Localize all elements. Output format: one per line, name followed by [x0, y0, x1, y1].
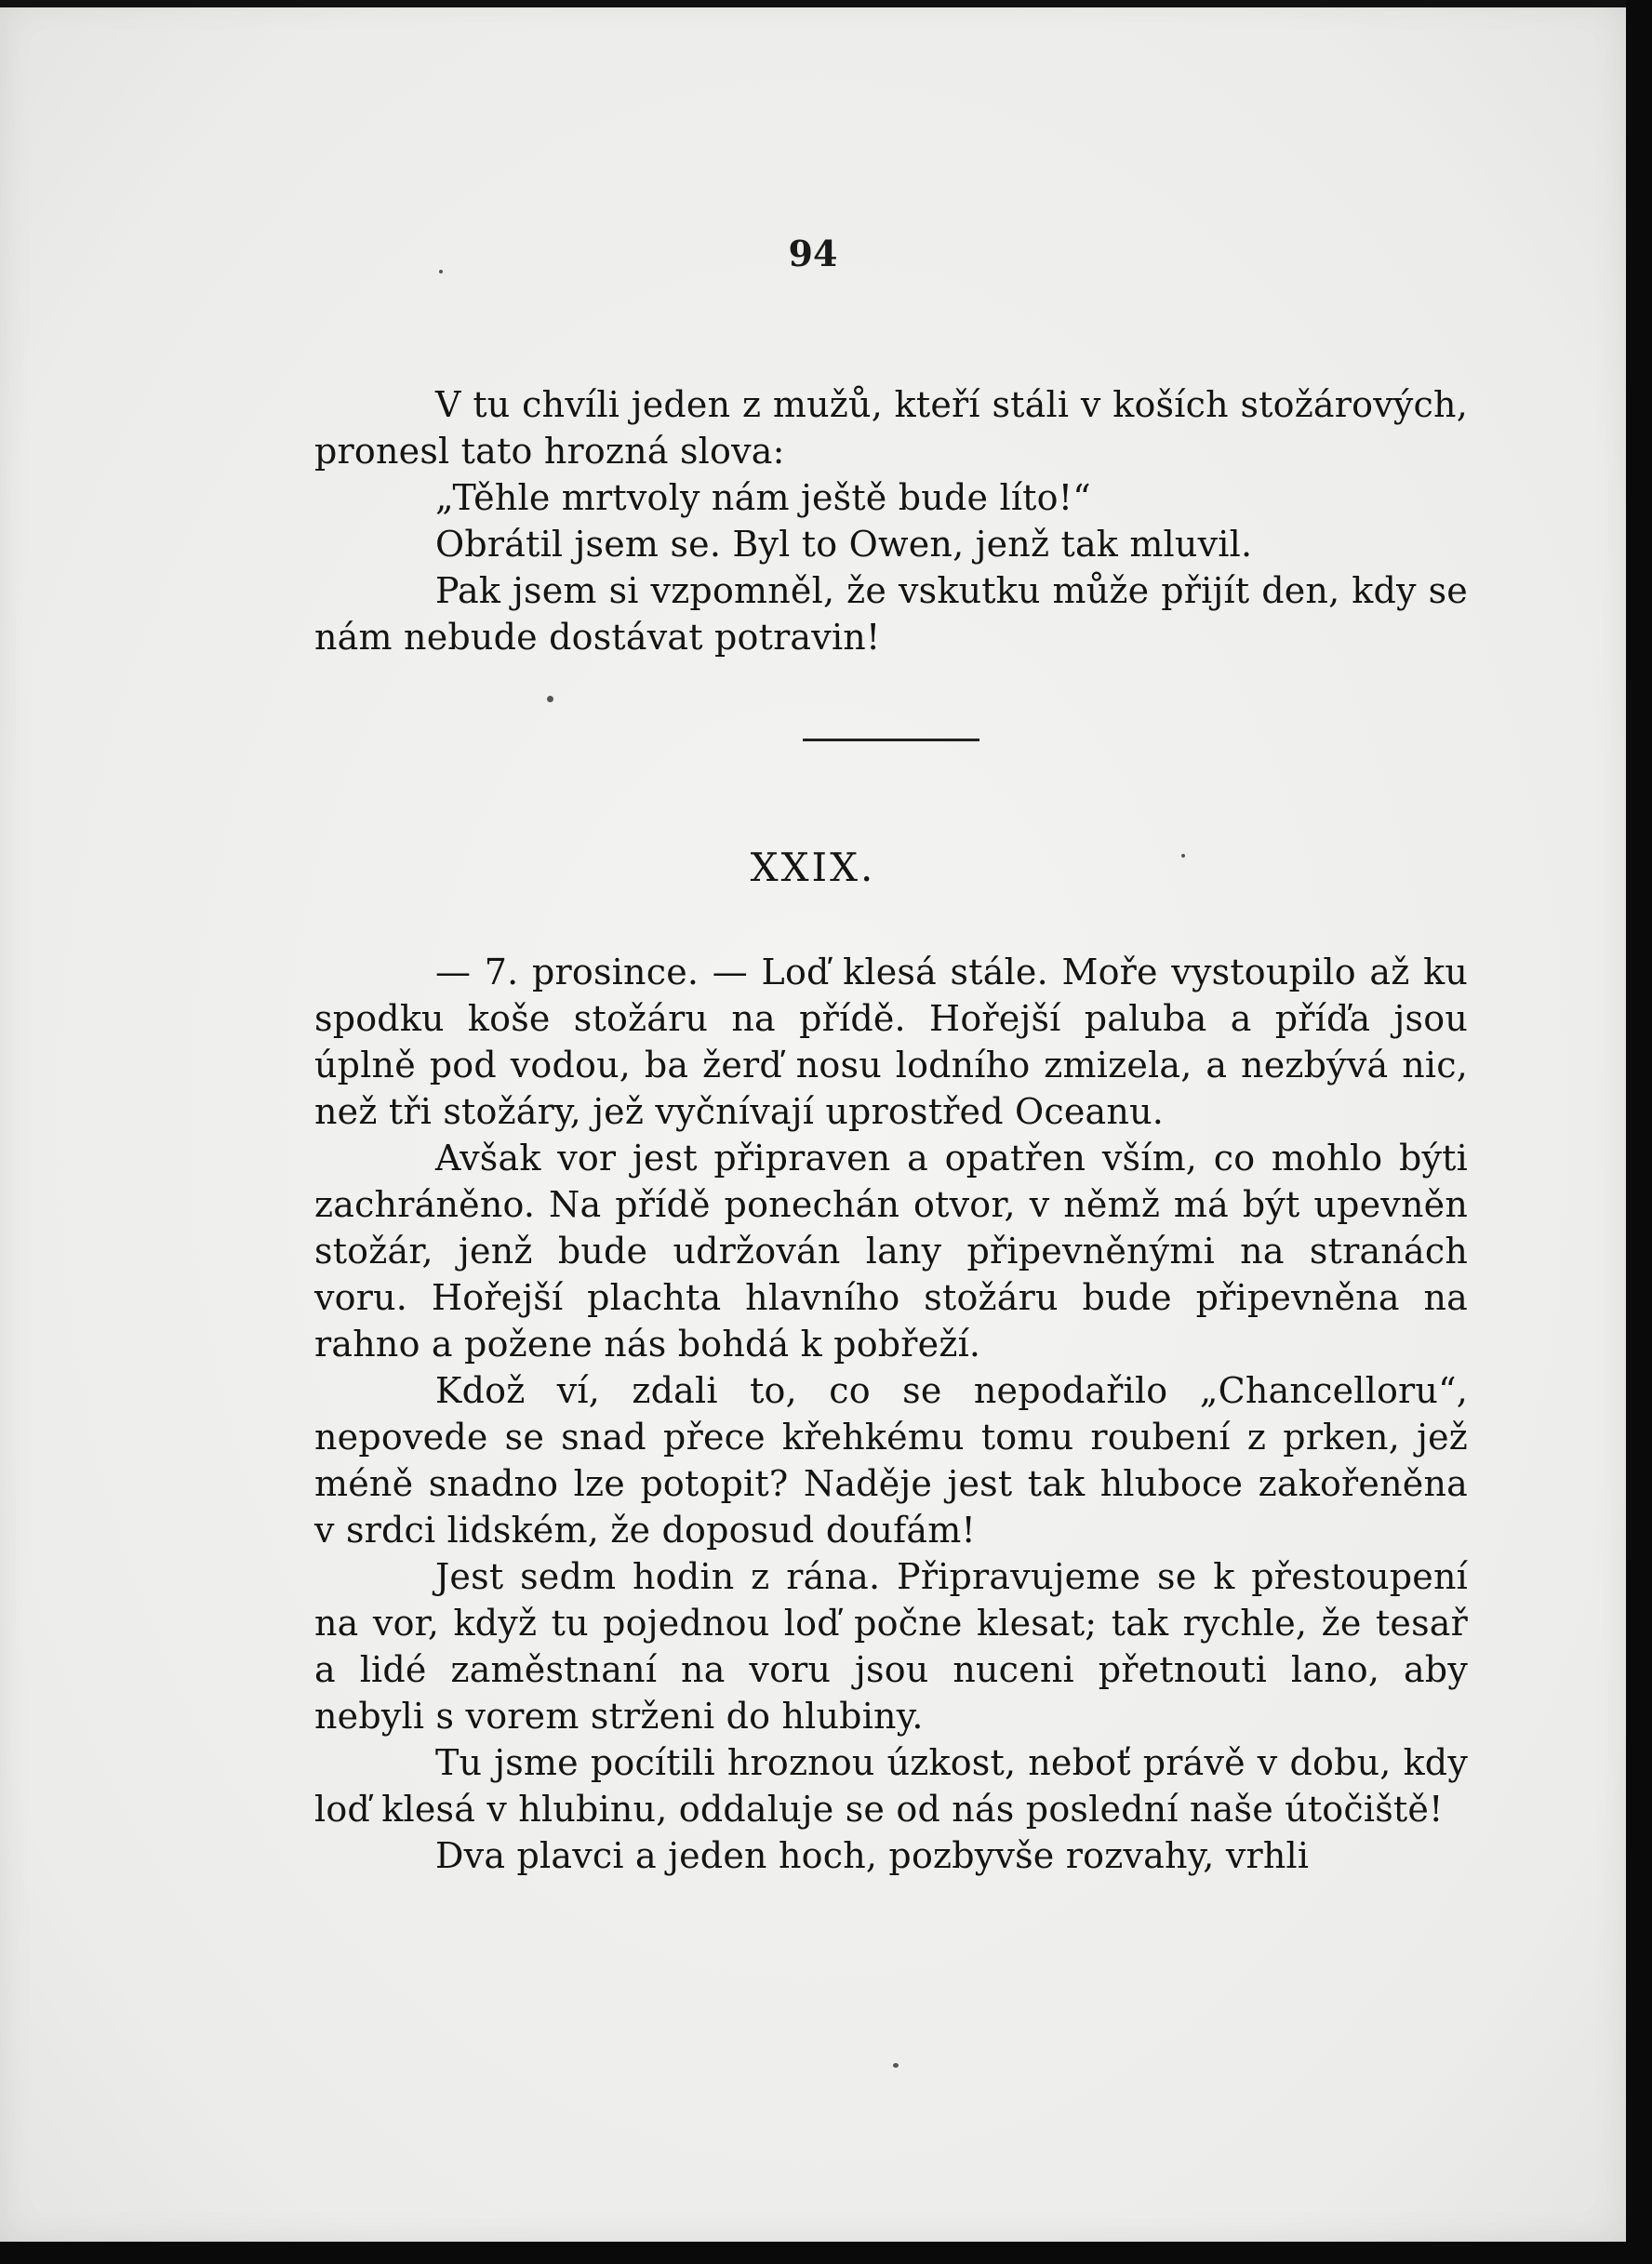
scan-edge-bottom [0, 2242, 1652, 2264]
paragraph: Tu jsme pocítili hroznou úzkost, neboť právě v dobu, kdy loď klesá v hlubinu, oddaluje se od nás poslední naše útočiště! [314, 1742, 1468, 1830]
paragraph: Kdož ví, zdali to, co se nepodařilo „Chancelloru“, nepovede se snad přece křehkému tomu roubení z prken, jež méně snadno lze potopit? Naděje jest tak hluboce zakořeněna v srdci lidském, že doposud doufám! [314, 1370, 1468, 1551]
section-separator [803, 739, 979, 741]
paragraph: — 7. prosince. — Loď klesá stále. Moře vystoupilo až ku spodku koše stožáru na přídě. Hořejší paluba a příďa jsou úplně pod vodou, ba žerď nosu lodního zmizela, a nezbývá nic, než tři stožáry, jež vyčnívají uprostřed Oceanu. [314, 952, 1468, 1132]
paper-speck [439, 270, 443, 273]
paragraph: Jest sedm hodin z rána. Připravujeme se k přestoupení na vor, když tu pojednou loď počne klesat; tak rychle, že tesař a lidé zaměstnaní na voru jsou nuceni přetnouti lano, aby nebyli s vorem strženi do hlubiny. [314, 1556, 1468, 1737]
paragraph: Avšak vor jest připraven a opatřen vším, co mohlo býti zachráněno. Na přídě ponechán otvor, v němž má být upevněn stožár, jenž bude udržován lany připevněnými na stranách voru. Hořejší plachta hlavního stožáru bude připevněna na rahno a požene nás bohdá k pobřeží. [314, 1138, 1468, 1365]
scan-edge-right [1626, 0, 1652, 2264]
paragraph: Pak jsem si vzpomněl, že vskutku může přijít den, kdy se nám nebude dostávat potravin! [314, 570, 1468, 658]
scan-edge-top [0, 0, 1652, 7]
paragraph: „Těhle mrtvoly nám ještě bude líto!“ [435, 477, 1091, 518]
paper-speck [547, 696, 553, 702]
chapter-text [314, 949, 1468, 1879]
paper-speck [893, 2063, 899, 2068]
paper-speck [1181, 854, 1185, 858]
page-number: 94 [788, 233, 838, 274]
paragraph: Dva plavci a jeden hoch, pozbyvše rozvahy, vrhli [435, 1835, 1310, 1876]
paragraph: Obrátil jsem se. Byl to Owen, jenž tak mluvil. [435, 524, 1253, 565]
section-before-text [314, 381, 1468, 660]
paragraph: V tu chvíli jeden z mužů, kteří stáli v koších stožárových, pronesl tato hrozná slova: [314, 384, 1468, 472]
chapter-title: XXIX. [750, 845, 876, 890]
